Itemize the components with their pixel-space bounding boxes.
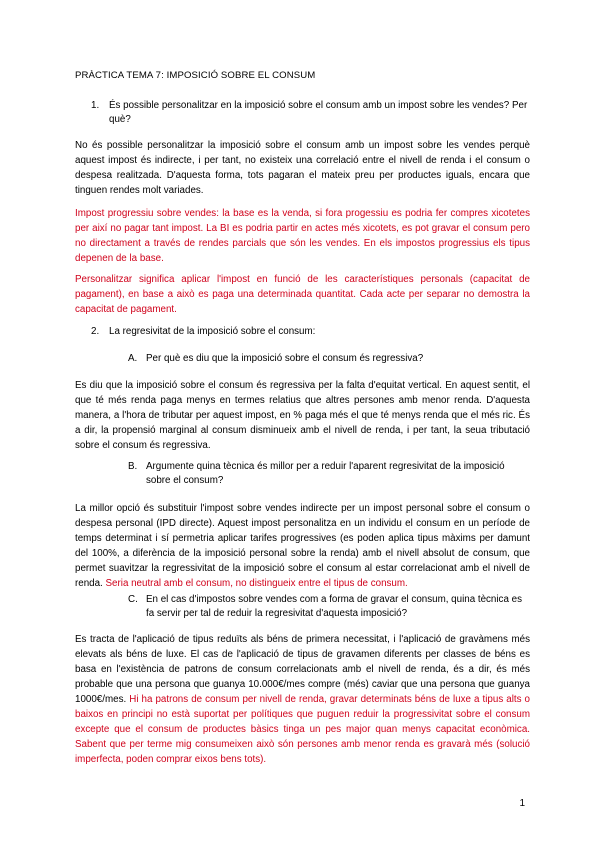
question-2: [91, 325, 531, 339]
question-2b-number: B.: [128, 461, 138, 472]
question-2a-text: Per què es diu que la imposició sobre el consum és regressiva?: [146, 353, 424, 364]
question-1: [91, 99, 531, 127]
question-2b-text: Argumente quina tècnica és millor per a reduir l'aparent regresivitat de la imposició sobre el consum?: [146, 461, 505, 486]
answer-1-paragraph-2: Impost progressiu sobre vendes: la base es la venda, si fora progessiu es podria fer compres xicotetes per així no pagar tant impost. La BI es podria partir en actes més xicotets, es pot gravar el consum pero no directament a través de rendes parcials que són les vendes. En els impostos progressius els tipus depenen de la base.: [75, 208, 530, 264]
answer-2a-paragraph: Es diu que la imposició sobre el consum és regressiva per la falta d'equitat vertical. En aquest sentit, el que té més renda paga menys en termes relatius que altres persones amb menor renda. D'aquesta manera, a l'hora de tributar per aquest impost, en % paga més el que té menys renda que el més ric. És a dir, la propensió marginal al consum disminueix amb el nivell de renda, i per tant, la seua tributació sobre el consum és regressiva.: [75, 380, 530, 451]
question-2-text: La regresivitat de la imposició sobre el consum:: [109, 326, 316, 337]
question-1-text: És possible personalitzar en la imposició sobre el consum amb un impost sobre les vendes? Per què?: [109, 100, 528, 125]
answer-2c-paragraph: [75, 632, 530, 767]
question-2c-text: En el cas d'impostos sobre vendes com a forma de gravar el consum, quina tècnica es fa servir per tal de reduir la regresivitat d'aquesta imposició?: [146, 594, 522, 619]
question-2c-number: C.: [128, 594, 138, 605]
question-2a: [128, 352, 530, 366]
answer-1-paragraph-3: Personalitzar significa aplicar l'impost en funció de les característiques personals (capacitat de pagament), en base a això es paga una determinada quantitat. Cada acte per separar no demostra la capacitat de pagament.: [75, 274, 530, 315]
page-number: 1: [519, 798, 525, 809]
page-title: PRÀCTICA TEMA 7: IMPOSICIÓ SOBRE EL CONSUM: [75, 70, 316, 81]
answer-2c-note: Hi ha patrons de consum per nivell de renda, gravar determinats béns de luxe a tipus alts o baixos en principi no està suportat per polítiques que puguen reduir la progressivitat sobre el consum excepte que el consum de productes bàsics tinga un pes major quan menys capacitat econòmica. Sabent que per terme mig consumeixen això són persones amb menor renda es gravarà més (solució imperfecta, poden comprar eixos bens tots).: [75, 694, 530, 765]
question-2b: [128, 460, 530, 488]
answer-2b-paragraph: [75, 501, 530, 591]
question-2a-number: A.: [128, 353, 138, 364]
question-2-number: 2.: [91, 326, 100, 337]
answer-2b-text: La millor opció és substituir l'impost sobre vendes indirecte per un impost personal sobre el consum o despesa personal (IPD directe). Aquest impost personalitza en un individu el consum en un període de temps determinat i sí permetria aplicar tarifes progressives (es poden aplica tipus màxims per damunt del 100%, a diferència de la imposició personal sobre la renda) amb el nivell absolut de consum, que permet suavitzar la regressivitat de la imposició sobre el consum al estar correlacionat amb el nivell de renda.: [75, 503, 530, 589]
answer-2b-note: Seria neutral amb el consum, no distingueix entre el tipus de consum.: [105, 578, 408, 589]
answer-2c-text: Es tracta de l'aplicació de tipus reduïts als béns de primera necessitat, i l'aplicació de gravàmens més elevats als béns de luxe. El cas de l'aplicació de tipus de gravamen diferents per classes de béns es basa en l'existència de patrons de consum correlacionats amb el nivell de renda, és a dir, és més probable que una persona que guanya 10.000€/mes compre (més) caviar que una persona que guanya 1000€/mes.: [75, 634, 530, 705]
question-2c: [128, 593, 530, 621]
question-1-number: 1.: [91, 100, 100, 111]
answer-1-paragraph-1: No és possible personalitzar la imposició sobre el consum amb un impost sobre les vendes perquè aquest impost és indirecte, i per tant, no existeix una correlació entre el nivell de renda i el consum o despesa realitzada. D'aquesta forma, tots pagaran el mateix preu per productes iguals, encara que tinguen rendes molt variades.: [75, 140, 530, 196]
